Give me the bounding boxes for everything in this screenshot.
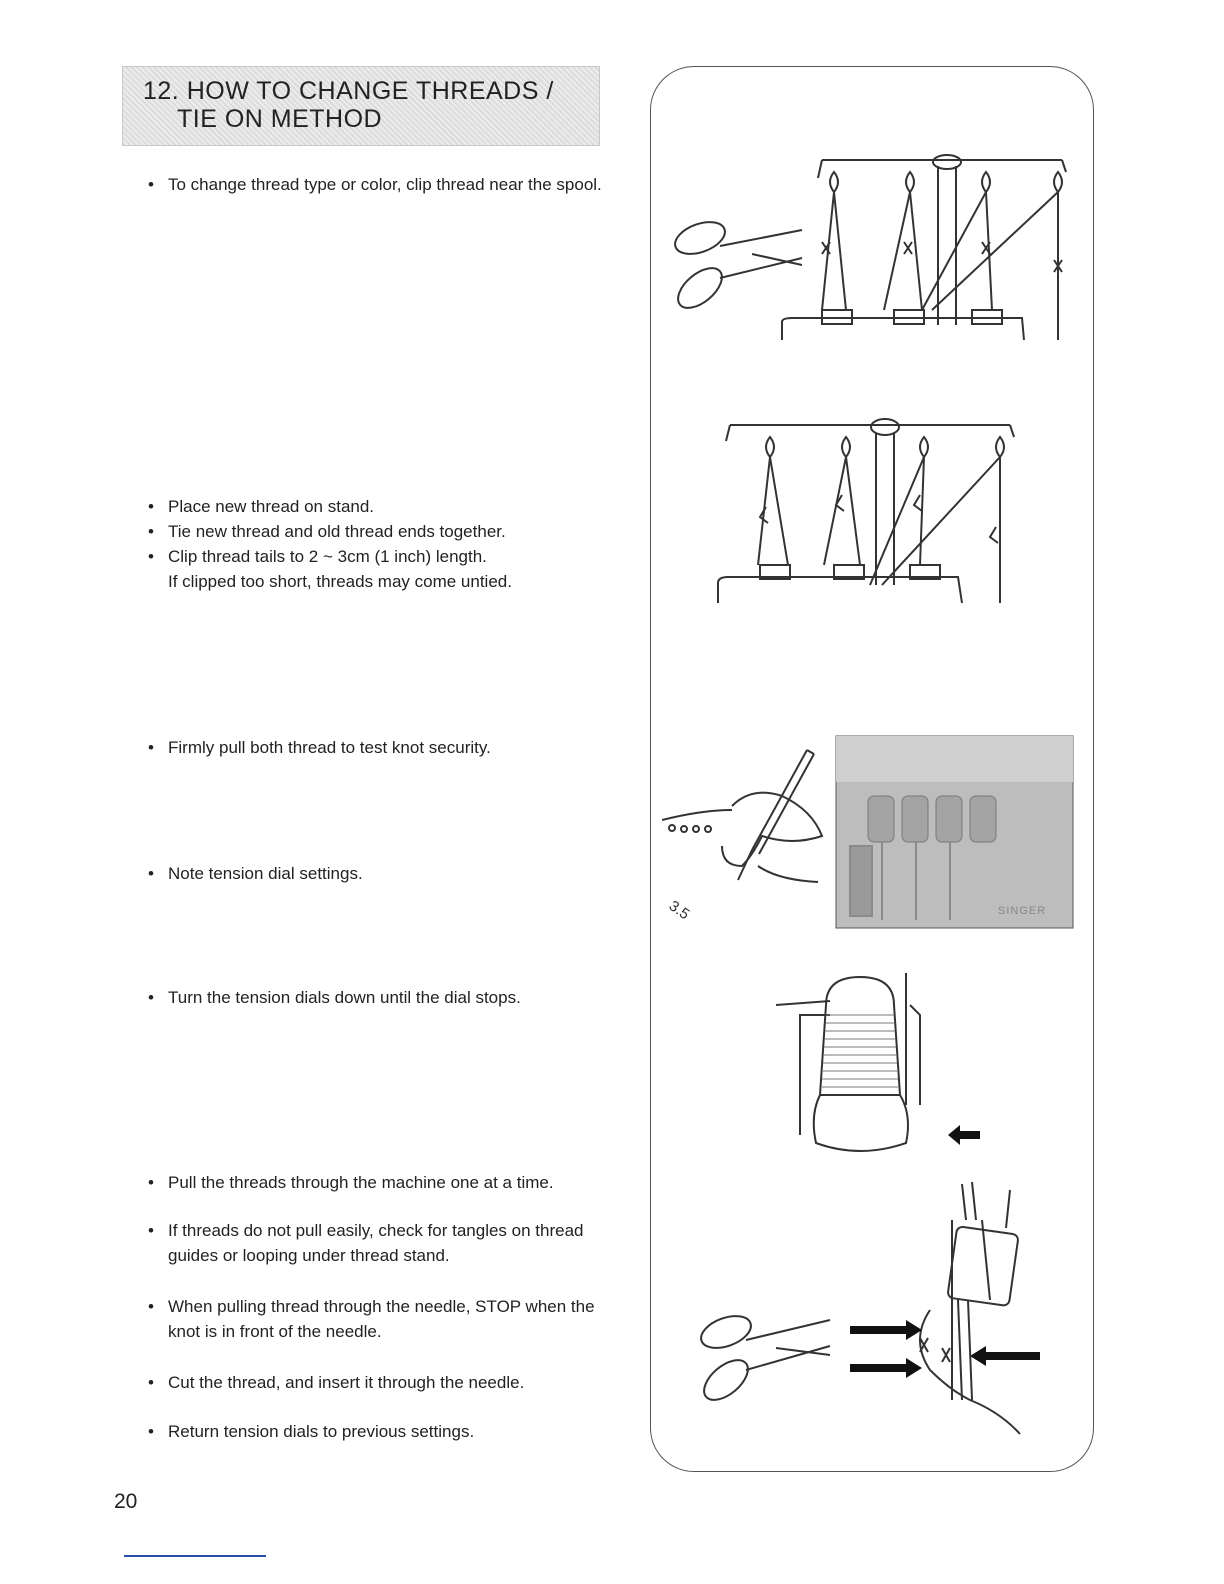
instruction-step-11 [148,1370,618,1395]
instruction-step-10 [148,1294,618,1344]
left-arrow-icon [948,1125,980,1145]
section-title-line-2: TIE ON METHOD [177,105,383,133]
bullet: • [148,522,154,541]
instruction-text: Clip thread tails to 2 ~ 3cm (1 inch) length. [168,547,487,566]
bullet: • [148,1373,154,1392]
needle-cut-illustration [690,1180,1050,1440]
bullet: • [148,864,154,883]
section-title-box [122,66,600,146]
bullet: • [148,1173,154,1192]
instruction-text: Tie new thread and old thread ends together. [168,522,506,541]
spool-illustration [770,965,1020,1170]
instruction-step-5 [148,735,608,760]
instruction-step-2 [148,494,608,519]
instruction-text: Firmly pull both thread to test knot security. [168,738,491,757]
instruction-text: Turn the tension dials down until the dial stops. [168,988,521,1007]
bullet: • [148,497,154,516]
section-title-line-1: 12. HOW TO CHANGE THREADS / [143,77,554,105]
instruction-step-9 [148,1218,618,1268]
instruction-step-6 [148,861,608,886]
bullet: • [148,547,154,566]
bullet: • [148,175,154,194]
footer-rule [124,1555,266,1557]
instruction-step-1 [148,172,618,197]
left-arrow-icon [970,1346,1040,1366]
instruction-note: If clipped too short, threads may come untied. [168,572,512,591]
bullet: • [148,1297,154,1316]
bullet: • [148,738,154,757]
instruction-text: Place new thread on stand. [168,497,375,516]
instruction-text: Cut the thread, and insert it through the needle. [168,1373,525,1392]
instruction-step-8 [148,1170,628,1195]
scissors-icon [671,216,802,315]
bullet: • [148,988,154,1007]
instruction-step-12 [148,1419,618,1444]
instruction-step-4 [148,544,608,569]
instruction-step-7 [148,985,608,1010]
right-arrow-icon [850,1358,922,1378]
bullet: • [148,1422,154,1441]
instruction-text: Note tension dial settings. [168,864,363,883]
thread-stand-cut-illustration [662,150,1082,350]
tied-threads-illustration [710,415,1030,605]
dial-setting-note: 3.5 [665,897,693,924]
page-number: 20 [114,1490,138,1513]
right-arrow-icon [850,1320,922,1340]
scissors-icon [697,1310,830,1407]
instruction-text: Pull the threads through the machine one at a time. [168,1173,554,1192]
brand-label: SINGER [998,905,1047,917]
bullet: • [148,1221,154,1240]
instruction-step-3 [148,519,608,544]
instruction-text: Return tension dials to previous settings. [168,1422,475,1441]
instruction-text: To change thread type or color, clip thread near the spool. [168,175,602,194]
instruction-step-4-note [148,569,608,594]
tension-dial-note-illustration [662,730,1077,930]
instruction-text: When pulling thread through the needle, STOP when the knot is in front of the needle. [168,1297,595,1341]
instruction-text: If threads do not pull easily, check for tangles on thread guides or looping under thread stand. [168,1221,584,1265]
